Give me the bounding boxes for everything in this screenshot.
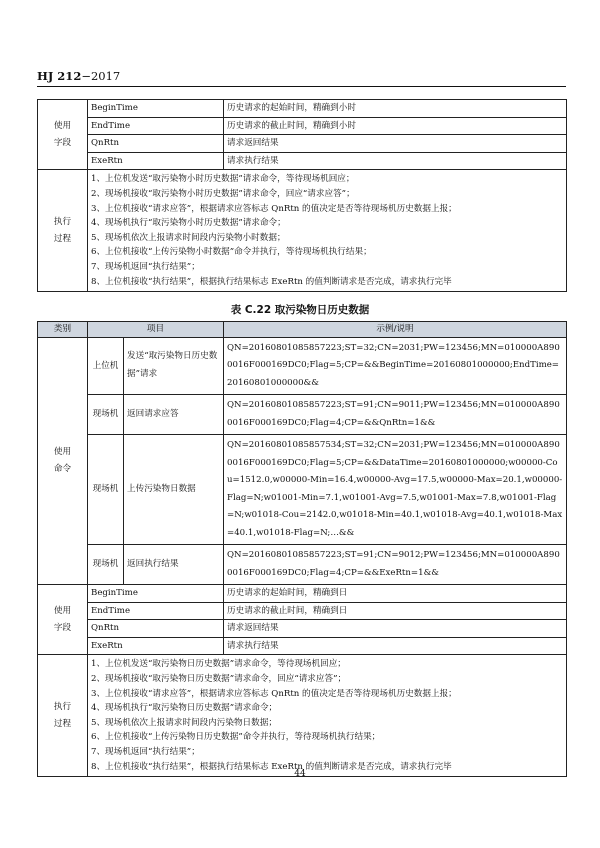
field-desc: 历史请求的起始时间，精确到日 (224, 585, 567, 603)
command-example: QN=20160801085857223;ST=91;CN=9012;PW=123456;MN=010000A8900016F000169DC0;Flag=4;CP=&&ExeRtn=1&& (224, 545, 567, 585)
command-action: 上传污染物日数据 (124, 435, 224, 545)
field-desc: 请求执行结果 (224, 152, 567, 170)
command-action: 返回执行结果 (124, 545, 224, 585)
process-step: 7、现场机返回“执行结果”； (91, 747, 200, 758)
process-step: 2、现场机接收“取污染物小时历史数据”请求命令，回应“请求应答”； (91, 188, 355, 199)
process-step: 4、现场机执行“取污染物日历史数据”请求命令； (91, 703, 278, 714)
hourly-history-table (37, 99, 567, 292)
process-step: 4、现场机执行“取污染物小时历史数据”请求命令； (91, 218, 286, 229)
field-desc: 历史请求的起始时间，精确到小时 (224, 100, 567, 118)
command-example: QN=20160801085857534;ST=32;CN=2031;PW=123456;MN=010000A8900016F000169DC0;Flag=5;CP=&&DataTime=20160801000000;w00000-Cou=1512.0,w00000-Min=16.4,w00000-Avg=17.5,w00000-Max=20.1,w00000-Flag=N;w01001-Min=7.1,w01001-Avg=7.5,w01001-Max=7.8,w01001-Flag=N;w01018-Cou=2142.0,w01018-Min=40.1,w01018-Avg=40.1,w01018-Max=40.1,w01018-Flag=N;…&& (224, 435, 567, 545)
command-party: 现场机 (88, 395, 124, 435)
command-action: 发送“取污染物日历史数据”请求 (124, 337, 224, 395)
document-code (37, 69, 120, 83)
process-step: 3、上位机接收“请求应答”，根据请求应答标志 QnRtn 的值决定是否等待现场机历史数据上报； (91, 688, 457, 699)
command-action: 返回请求应答 (124, 395, 224, 435)
field-name: QnRtn (88, 620, 224, 638)
field-desc: 历史请求的截止时间，精确到小时 (224, 117, 567, 135)
field-name: BeginTime (88, 585, 224, 603)
process-steps (88, 170, 567, 292)
field-name: BeginTime (88, 100, 224, 118)
field-desc: 请求执行结果 (224, 637, 567, 655)
commands-group-label: 使用 命令 (38, 337, 88, 585)
table-caption: 表 C.22 取污染物日历史数据 (230, 304, 370, 316)
process-step: 3、上位机接收“请求应答”，根据请求应答标志 QnRtn 的值决定是否等待现场机历史数据上报； (91, 203, 457, 214)
command-party: 现场机 (88, 545, 124, 585)
command-example: QN=20160801085857223;ST=91;CN=9011;PW=123456;MN=010000A8900016F000169DC0;Flag=4;CP=&&QnRtn=1&& (224, 395, 567, 435)
header-example: 示例/说明 (224, 322, 567, 338)
process-step: 1、上位机发送“取污染物小时历史数据”请求命令，等待现场机回应； (91, 174, 355, 185)
field-name: ExeRtn (88, 152, 224, 170)
process-step: 8、上位机接收“执行结果”，根据执行结果标志 ExeRtn 的值判断请求是否完成，请求执行完毕 (91, 276, 452, 287)
command-party: 上位机 (88, 337, 124, 395)
daily-history-table (37, 321, 567, 777)
process-step: 1、上位机发送“取污染物日历史数据”请求命令，等待现场机回应； (91, 659, 346, 670)
process-step: 8、上位机接收“执行结果”，根据执行结果标志 ExeRtn 的值判断请求是否完成，请求执行完毕 (91, 761, 452, 772)
field-name: EndTime (88, 602, 224, 620)
field-desc: 请求返回结果 (224, 135, 567, 153)
field-name: EndTime (88, 117, 224, 135)
process-step: 5、现场机依次上报请求时间段内污染物日数据； (91, 717, 277, 728)
process-group-label: 执行 过程 (38, 655, 88, 777)
standard-year: −2017 (81, 69, 121, 83)
command-party: 现场机 (88, 435, 124, 545)
fields-group-label: 使用 字段 (38, 100, 88, 170)
table-header-row (38, 322, 567, 338)
field-name: ExeRtn (88, 637, 224, 655)
process-step: 2、现场机接收“取污染物日历史数据”请求命令，回应“请求应答”； (91, 674, 347, 685)
field-desc: 历史请求的截止时间，精确到日 (224, 602, 567, 620)
process-group-label: 执行 过程 (38, 170, 88, 292)
standard-code: HJ 212 (37, 69, 82, 83)
fields-group-label: 使用 字段 (38, 585, 88, 655)
page-number: 44 (294, 769, 306, 779)
header-item: 项目 (88, 322, 224, 338)
process-step: 5、现场机依次上报请求时间段内污染物小时数据； (91, 232, 286, 243)
header-category: 类别 (38, 322, 88, 338)
field-name: QnRtn (88, 135, 224, 153)
header-rule (37, 86, 566, 87)
process-steps (88, 655, 567, 777)
process-step: 6、上位机接收“上传污染物小时数据”命令并执行，等待现场机执行结果； (91, 247, 372, 258)
command-example: QN=20160801085857223;ST=32;CN=2031;PW=123456;MN=010000A8900016F000169DC0;Flag=5;CP=&&BeginTime=20160801000000;EndTime=20160801000000&& (224, 337, 567, 395)
process-step: 6、上位机接收“上传污染物日历史数据”命令并执行，等待现场机执行结果； (91, 732, 381, 743)
field-desc: 请求返回结果 (224, 620, 567, 638)
process-step: 7、现场机返回“执行结果”； (91, 261, 200, 272)
